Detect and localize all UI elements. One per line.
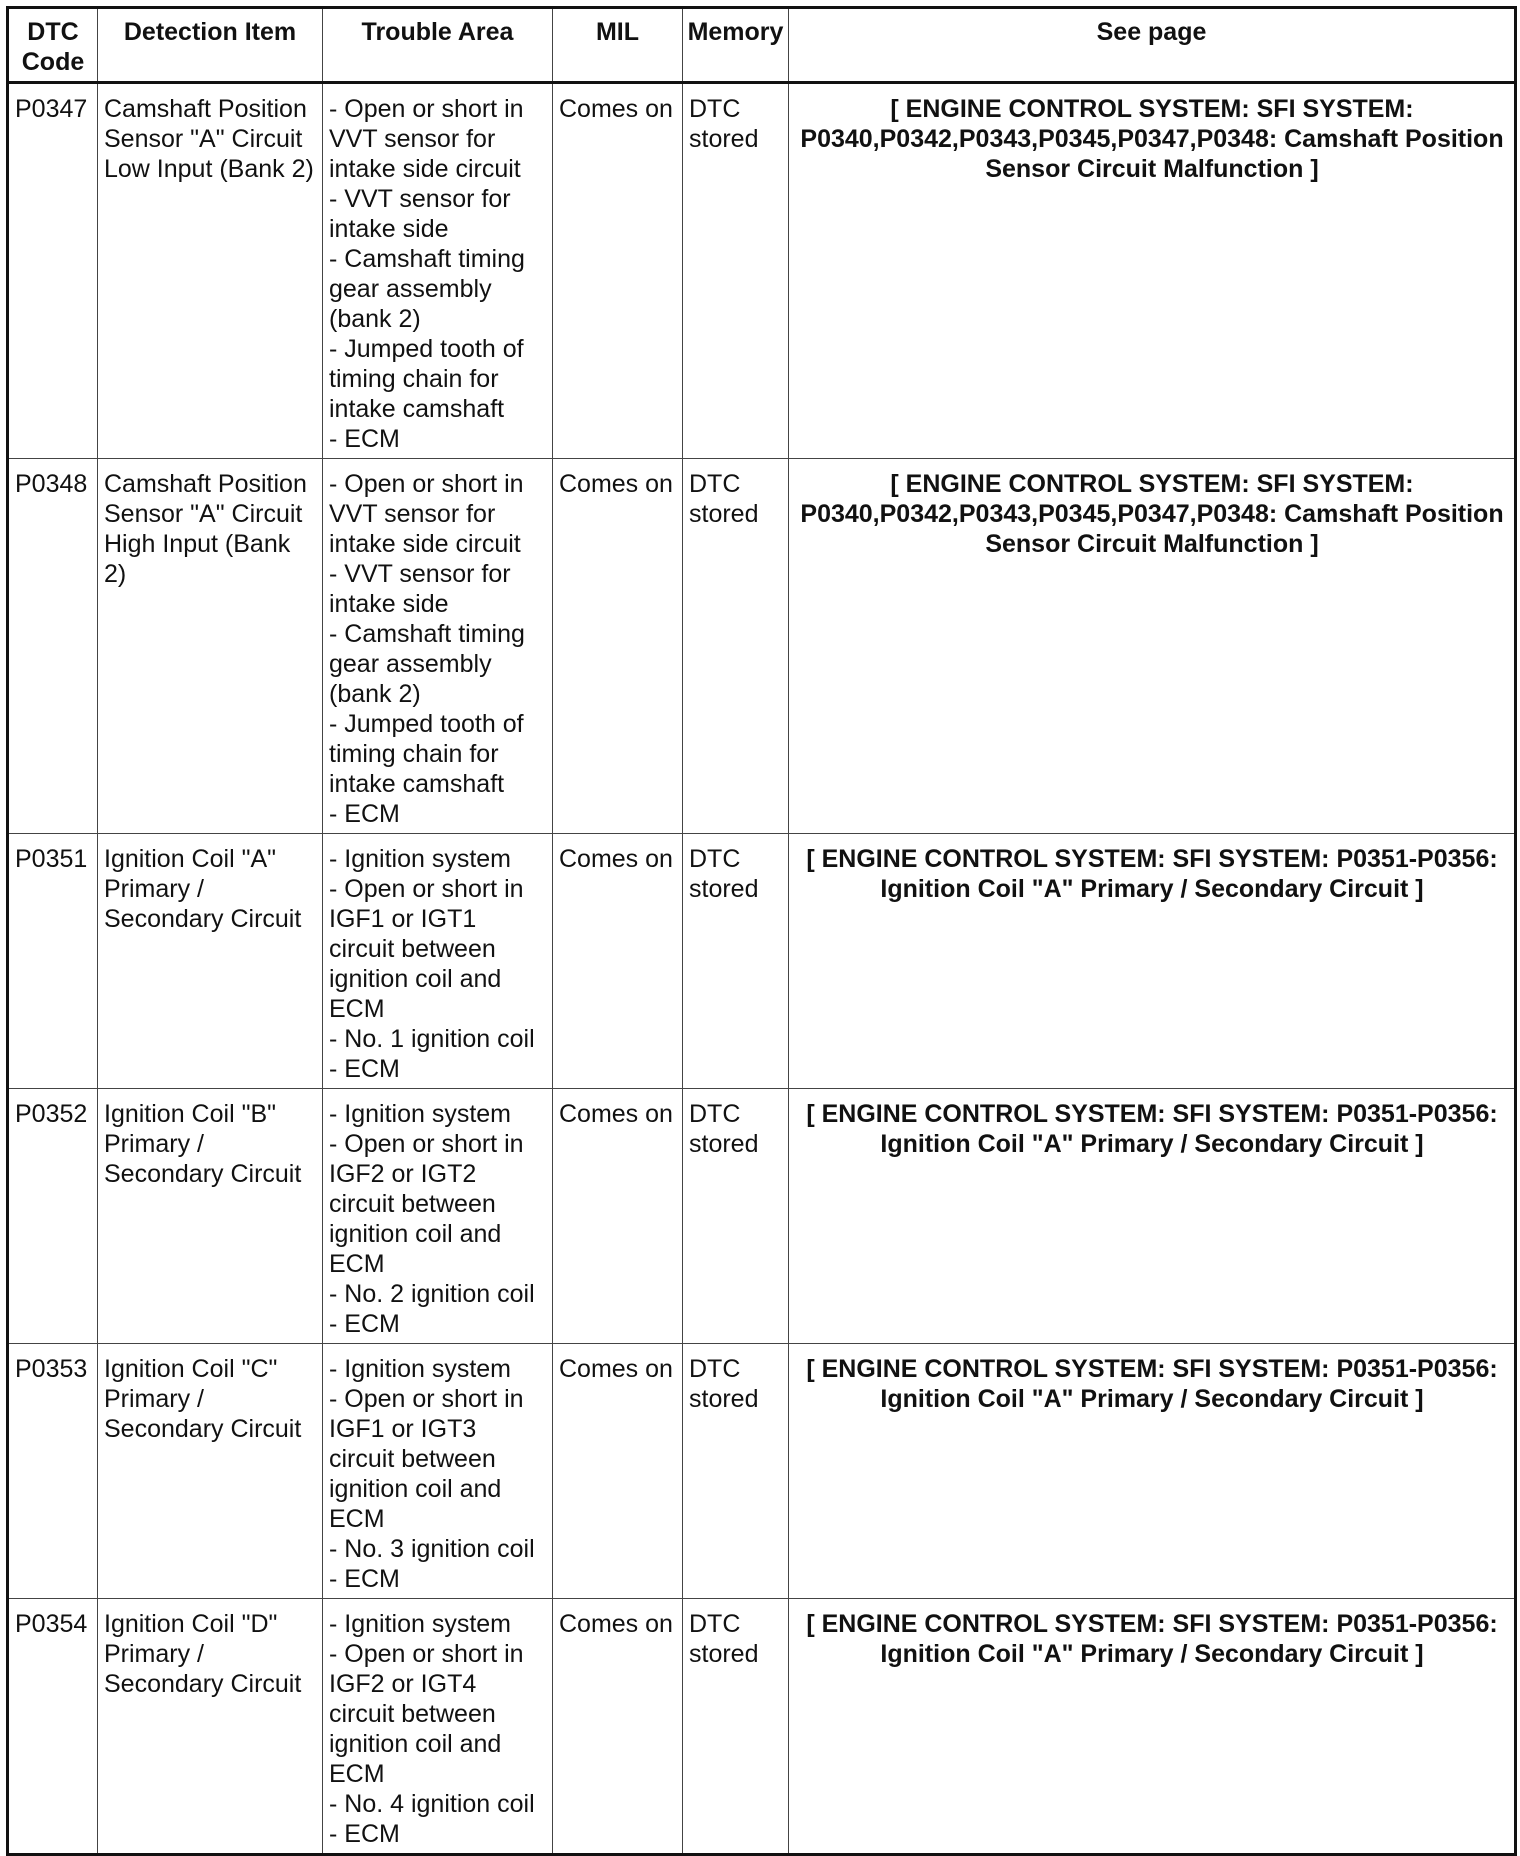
table-row: [8, 83, 1516, 459]
dtc-code-cell: P0347: [8, 83, 98, 459]
mil-cell: Comes on: [553, 834, 683, 1089]
see-page-link[interactable]: [ ENGINE CONTROL SYSTEM: SFI SYSTEM: P0351-P0356: Ignition Coil "A" Primary / Secondary Circuit ]: [789, 1089, 1516, 1344]
mil-cell: Comes on: [553, 1089, 683, 1344]
header-dtc-code: [8, 8, 98, 83]
see-page-link[interactable]: [ ENGINE CONTROL SYSTEM: SFI SYSTEM: P0340,P0342,P0343,P0345,P0347,P0348: Camshaft Position Sensor Circuit Malfunction ]: [789, 459, 1516, 834]
detection-item-cell: Ignition Coil "D" Primary / Secondary Circuit: [98, 1599, 323, 1855]
see-page-link[interactable]: [ ENGINE CONTROL SYSTEM: SFI SYSTEM: P0351-P0356: Ignition Coil "A" Primary / Secondary Circuit ]: [789, 1344, 1516, 1599]
memory-cell: DTC stored: [683, 1089, 789, 1344]
dtc-code-cell: P0351: [8, 834, 98, 1089]
header-trouble-area: Trouble Area: [323, 8, 553, 83]
trouble-area-cell: - Ignition system - Open or short in IGF2 or IGT2 circuit between ignition coil and ECM - No. 2 ignition coil - ECM: [323, 1089, 553, 1344]
mil-cell: Comes on: [553, 1344, 683, 1599]
mil-cell: Comes on: [553, 1599, 683, 1855]
table-row: [8, 459, 1516, 834]
detection-item-cell: Ignition Coil "A" Primary / Secondary Circuit: [98, 834, 323, 1089]
header-dtc-code-line1: DTC: [27, 18, 79, 46]
detection-item-cell: Ignition Coil "C" Primary / Secondary Circuit: [98, 1344, 323, 1599]
dtc-code-cell: P0348: [8, 459, 98, 834]
see-page-link[interactable]: [ ENGINE CONTROL SYSTEM: SFI SYSTEM: P0351-P0356: Ignition Coil "A" Primary / Secondary Circuit ]: [789, 834, 1516, 1089]
memory-cell: DTC stored: [683, 834, 789, 1089]
header-detection-item: Detection Item: [98, 8, 323, 83]
see-page-link[interactable]: [ ENGINE CONTROL SYSTEM: SFI SYSTEM: P0351-P0356: Ignition Coil "A" Primary / Secondary Circuit ]: [789, 1599, 1516, 1855]
see-page-link[interactable]: [ ENGINE CONTROL SYSTEM: SFI SYSTEM: P0340,P0342,P0343,P0345,P0347,P0348: Camshaft Position Sensor Circuit Malfunction ]: [789, 83, 1516, 459]
trouble-area-cell: - Open or short in VVT sensor for intake side circuit - VVT sensor for intake side - Camshaft timing gear assembly (bank 2) - Jumped tooth of timing chain for intake camshaft - ECM: [323, 83, 553, 459]
dtc-code-cell: P0352: [8, 1089, 98, 1344]
memory-cell: DTC stored: [683, 1599, 789, 1855]
header-see-page: See page: [789, 8, 1516, 83]
dtc-code-cell: P0354: [8, 1599, 98, 1855]
header-mil: MIL: [553, 8, 683, 83]
table-header-row: [8, 8, 1516, 83]
header-memory: Memory: [683, 8, 789, 83]
memory-cell: DTC stored: [683, 1344, 789, 1599]
header-dtc-code-line2: Code: [21, 48, 85, 76]
trouble-area-cell: - Ignition system - Open or short in IGF1 or IGT1 circuit between ignition coil and ECM - No. 1 ignition coil - ECM: [323, 834, 553, 1089]
memory-cell: DTC stored: [683, 459, 789, 834]
detection-item-cell: Camshaft Position Sensor "A" Circuit High Input (Bank 2): [98, 459, 323, 834]
dtc-code-cell: P0353: [8, 1344, 98, 1599]
table-row: [8, 834, 1516, 1089]
table-row: [8, 1089, 1516, 1344]
mil-cell: Comes on: [553, 459, 683, 834]
detection-item-cell: Ignition Coil "B" Primary / Secondary Circuit: [98, 1089, 323, 1344]
table-row: [8, 1599, 1516, 1855]
table-row: [8, 1344, 1516, 1599]
trouble-area-cell: - Ignition system - Open or short in IGF2 or IGT4 circuit between ignition coil and ECM - No. 4 ignition coil - ECM: [323, 1599, 553, 1855]
mil-cell: Comes on: [553, 83, 683, 459]
dtc-table: [6, 6, 1517, 1856]
memory-cell: DTC stored: [683, 83, 789, 459]
trouble-area-cell: - Open or short in VVT sensor for intake side circuit - VVT sensor for intake side - Camshaft timing gear assembly (bank 2) - Jumped tooth of timing chain for intake camshaft - ECM: [323, 459, 553, 834]
detection-item-cell: Camshaft Position Sensor "A" Circuit Low Input (Bank 2): [98, 83, 323, 459]
trouble-area-cell: - Ignition system - Open or short in IGF1 or IGT3 circuit between ignition coil and ECM - No. 3 ignition coil - ECM: [323, 1344, 553, 1599]
